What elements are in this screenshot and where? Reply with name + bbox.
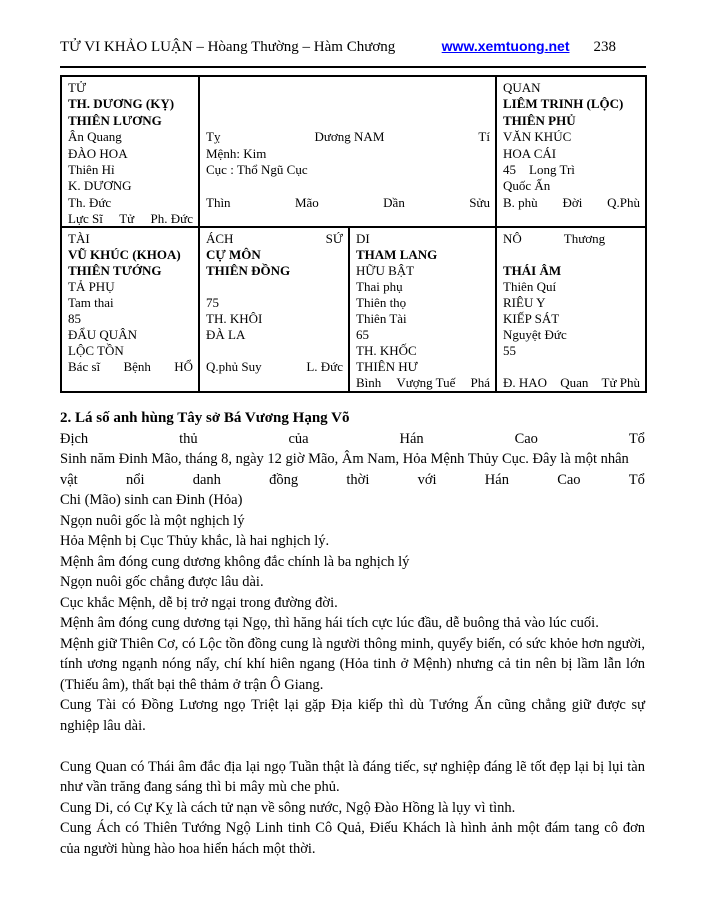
chart-cell-line: THIÊN ĐỒNG [206,263,291,278]
tuvi-chart-table [60,75,647,393]
chart-cell-center [200,77,497,228]
body-line: Cung Di, có Cự Kỵ là cách tử nạn về sông nước, Ngộ Đào Hồng là lụy vì tình. [60,799,516,816]
body-line [60,470,645,491]
chart-cell-line: KIẾP SÁT [503,311,560,326]
body-line: Chi (Mão) sinh can Đinh (Hỏa) [60,492,243,508]
chart-cell-line: Th. Đức [68,194,112,210]
chart-cell-line: LỘC TỒN [68,343,124,358]
chart-cell-line: HOA CÁI [503,145,557,161]
line-segment: Cao [557,471,581,488]
chart-cell-line: TẢ PHỤ [68,279,115,294]
body-line: Ngọn nuôi gốc chẳng được lâu dài. [60,574,264,590]
page-number: 238 [593,39,616,55]
line-segment: Tí [478,129,490,145]
chart-cell-line: ĐÀ LA [206,327,246,342]
line-segment: Đời [562,194,583,210]
line-segment: Lực Sĩ [68,211,103,227]
chart-cell-line [68,359,193,375]
chart-cell-line: ĐẨU QUÂN [68,327,137,342]
line-segment: L. Đức [306,359,343,374]
body-line: 2. Lá số anh hùng Tây sở Bá Vương Hạng Võ [60,410,350,426]
line-segment: Vượng Tuế [396,375,456,390]
line-segment: Hán [484,471,509,488]
line-segment: thời [346,471,370,488]
chart-cell-line: QUAN [503,80,541,95]
chart-cell-line [206,359,343,375]
chart-cell-line: TH. DƯƠNG (KỴ) [68,96,175,112]
line-segment: Ph. Đức [150,211,193,227]
chart-cell-line: Ân Quang [68,129,122,145]
chart-cell-line [206,96,490,112]
line-segment: Tử Phù [601,375,640,390]
chart-cell-line: 55 [503,343,516,358]
chart-cell-line: K. DƯƠNG [68,178,132,194]
chart-cell-line: THIÊN TƯỚNG [68,263,162,278]
body-line: Hỏa Mệnh bị Cục Thủy khắc, là hai nghịch lý. [60,533,330,549]
chart-cell-line: RIÊU Y [503,295,546,310]
chart-cell-line: Thiên Tài [356,311,407,326]
body-line: Cung Tài có Đồng Lương ngọ Triệt lại gặp Địa kiếp thì dù Tướng Ấn cũng chẳng giữ được sự nghiệp lâu dài. [60,697,645,734]
body-line [60,429,645,450]
body-line: Mệnh giữ Thiên Cơ, có Lộc tồn đồng cung là người thông minh, quyểy biến, có sức khỏe hơn người, tính ương ngạnh nóng nẩy, chí khí hiên ngang (Hỏa tinh ở Mệnh) nhưng cả tin nên bị lầm lẫn lớn (Thiếu âm), thất bại thê thảm ở trận Ô Giang. [60,635,645,693]
chart-cell-line: 85 [68,311,81,326]
line-segment: B. phù [503,194,538,210]
chart-cell-line: 45 Long Trì [503,161,575,177]
body-line: Cung Quan có Thái âm đắc địa lại ngọ Tuần thật là đáng tiếc, sự nghiệp đáng lẽ tốt đẹp lại bị lụi tàn như vần trăng đang sáng thì bi mây mù che phủ. [60,758,645,795]
chart-cell-line [503,359,640,375]
body-line: Mệnh âm đóng cung dương không đắc chính là ba nghịch lý [60,553,410,570]
chart-cell-line [206,231,343,247]
line-segment: với [417,471,437,488]
chart-cell-line: LIÊM TRINH (LỘC) [503,96,624,112]
chart-cell-line: Nguyệt Đức [503,327,567,342]
chart-cell-di [350,228,497,391]
line-segment: Tổ [628,471,645,488]
chart-cell-line: Thiên Hỉ [68,161,115,177]
chart-cell-line: Thiên Quí [503,279,557,294]
chart-cell-line: ĐÀO HOA [68,145,128,161]
line-segment: Mão [294,194,319,210]
line-segment: HỔ [174,359,193,374]
chart-cell-line: VĂN KHÚC [503,129,572,145]
chart-cell-line: HỮU BẬT [356,263,415,278]
body-line: Mệnh âm đóng cung dương tại Ngọ, thì hăng hái tích cực lúc đầu, dễ buông thả vào lúc cuối. [60,615,599,631]
line-segment: Q.phủ Suy [206,359,262,374]
line-segment: của [288,430,309,447]
chart-cell-ach [200,228,350,391]
header-rule [60,66,646,68]
chart-cell-line: THIÊN LƯƠNG [68,112,162,128]
line-segment: vật [60,471,78,488]
chart-cell-line [206,80,490,96]
chart-cell-line: TỬ [68,80,87,95]
body-line: Ngọn nuôi gốc là một nghịch lý [60,512,245,529]
website-link[interactable]: www.xemtuong.net [441,38,570,54]
line-segment: SỨ [325,231,343,246]
chart-cell-line: 65 [356,327,369,342]
line-segment: đồng [269,471,299,488]
line-segment: Bình [356,375,382,390]
chart-cell-line: TÀI [68,231,90,246]
chart-cell-line: THIÊN PHỦ [503,112,576,128]
chart-cell-line: THAM LANG [356,247,438,262]
line-segment: Q.Phù [607,194,640,210]
chart-cell-line: VŨ KHÚC (KHOA) [68,247,181,262]
document-title: TỬ VI KHẢO LUẬN – Hòang Thường – Hàm Chương [60,39,396,55]
chart-cell-tai [62,228,200,391]
page-header [60,38,646,56]
line-segment: Bệnh [123,359,151,374]
chart-cell-line: Thai phụ [356,279,403,294]
chart-cell-line: Thiên thọ [356,295,407,310]
body-text [60,408,645,859]
line-segment: Bác sĩ [68,359,101,374]
line-segment: Hán [399,430,424,447]
chart-cell-line: CỰ MÔN [206,247,261,262]
body-line [60,736,645,757]
chart-cell-line: THIÊN HƯ [356,359,418,374]
chart-cell-line [206,279,343,295]
line-segment: ÁCH [206,231,234,246]
chart-cell-line [356,375,490,391]
chart-cell-line: Tam thai [68,295,114,310]
chart-cell-line: TH. KHÔI [206,311,263,326]
line-segment: Tổ [628,430,645,447]
chart-cell-quan [497,77,645,228]
chart-cell-line: THÁI ÂM [503,263,562,278]
line-segment: Sửu [469,194,490,210]
chart-cell-line [503,375,640,391]
chart-cell-line: Cục : Thổ Ngũ Cục [206,161,308,177]
chart-cell-line [206,195,490,211]
line-segment: Tỵ [206,129,221,145]
line-segment: Tử [119,211,135,227]
line-segment: Cao [514,430,538,447]
body-line: Cục khắc Mệnh, dễ bị trở ngại trong đường đời. [60,594,338,611]
chart-cell-line [206,113,490,129]
chart-cell-line: NÔ Thương [503,231,606,246]
chart-cell-line: Quốc Ấn [503,178,551,194]
chart-cell-line: TH. KHỐC [356,343,417,358]
line-segment: Địch [60,430,89,447]
chart-cell-line [206,343,343,359]
chart-cell-line [206,178,490,194]
line-segment: Đ. HAO [503,375,548,390]
chart-cell-line [68,211,193,227]
chart-cell-no [497,228,645,391]
body-line: Sinh năm Đinh Mão, tháng 8, ngày 12 giờ Mão, Âm Nam, Hỏa Mệnh Thủy Cục. Đây là một nhân [60,451,629,467]
line-segment: Dần [383,194,405,210]
chart-cell-line [503,247,640,263]
line-segment: Dương NAM [314,129,385,145]
chart-cell-line [503,195,640,211]
body-line: Cung Ách có Thiên Tướng Ngộ Linh tinh Cô Quả, Điếu Khách là hình ảnh một đám tang cô đơn của người hùng hào hoa hiển hách một thời. [60,820,645,857]
line-segment: Phá [470,375,490,390]
chart-cell-line: DI [356,231,370,246]
chart-cell-line [206,129,490,145]
line-segment: Thìn [206,194,231,210]
line-segment: danh [192,471,221,488]
chart-cell-tu [62,77,200,228]
chart-cell-line: 75 [206,295,219,310]
line-segment: thủ [179,430,198,447]
line-segment: Quan [560,375,589,390]
chart-cell-line: Mệnh: Kim [206,145,267,161]
line-segment: nổi [125,471,145,488]
